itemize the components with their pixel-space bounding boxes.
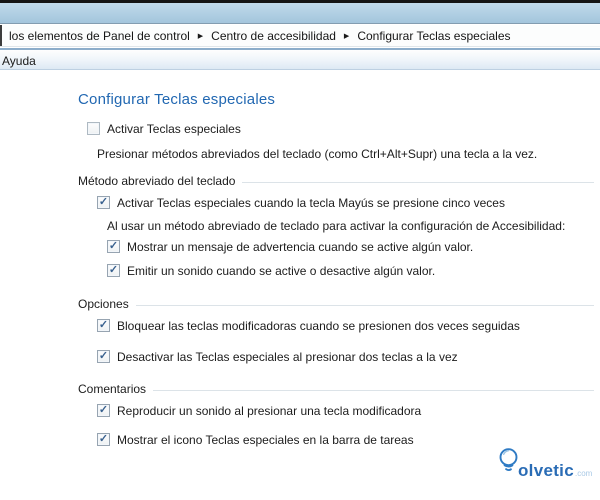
breadcrumb-arrow-icon: ▶	[197, 33, 204, 40]
solvetic-watermark	[496, 446, 592, 478]
checkbox-row-activar-teclas-especiales[interactable]	[87, 122, 241, 136]
window-titlebar	[0, 3, 600, 24]
menu-item-ayuda[interactable]: Ayuda	[2, 54, 36, 68]
checkbox-label: Emitir un sonido cuando se active o desactive algún valor.	[127, 264, 436, 278]
checkbox-mostrar-icono[interactable]: ✓	[98, 433, 109, 445]
section-title: Comentarios	[78, 382, 147, 396]
breadcrumb-bar	[0, 25, 600, 47]
checkbox-label: Activar Teclas especiales cuando la tecla Mayús se presione cinco veces	[117, 196, 505, 210]
menu-bar	[0, 48, 600, 70]
section-header-metodo-abreviado	[78, 174, 594, 188]
breadcrumb-item-centro-accesibilidad[interactable]: Centro de accesibilidad	[211, 28, 336, 43]
section-title: Opciones	[78, 297, 129, 311]
checkbox-desactivar-dos-teclas[interactable]: ✓	[98, 350, 109, 362]
breadcrumb	[0, 25, 600, 46]
checkbox-row-activar-con-mayus[interactable]	[97, 196, 505, 210]
checkbox-row-bloquear-modificadoras[interactable]	[97, 319, 520, 333]
section-header-comentarios	[78, 382, 594, 396]
checkbox-row-mostrar-icono[interactable]	[97, 433, 414, 447]
page-title: Configurar Teclas especiales	[78, 91, 276, 108]
section-title: Método abreviado del teclado	[78, 174, 236, 188]
section-divider	[153, 390, 594, 391]
checkbox-row-reproducir-sonido[interactable]	[97, 404, 421, 418]
settings-page	[0, 71, 600, 500]
watermark-brand-text: olvetic	[518, 461, 574, 480]
checkbox-label: Bloquear las teclas modificadoras cuando se presionen dos veces seguidas	[117, 319, 520, 333]
section-divider	[136, 305, 594, 306]
checkbox-label: Mostrar un mensaje de advertencia cuando se active algún valor.	[127, 240, 474, 254]
section-divider	[242, 182, 594, 183]
checkbox-label: Reproducir un sonido al presionar una tecla modificadora	[117, 404, 422, 418]
checkbox-activar-teclas-especiales[interactable]	[87, 122, 100, 135]
sticky-keys-description: Presionar métodos abreviados del teclado (como Ctrl+Alt+Supr) una tecla a la vez.	[97, 147, 538, 161]
checkbox-reproducir-sonido[interactable]: ✓	[98, 404, 109, 416]
breadcrumb-arrow-icon: ▶	[343, 33, 350, 40]
watermark-suffix-text: .com	[574, 469, 593, 478]
checkbox-label: Mostrar el icono Teclas especiales en la barra de tareas	[117, 433, 414, 447]
checkbox-activar-con-mayus[interactable]: ✓	[98, 196, 109, 208]
window-left-edge	[0, 25, 2, 46]
breadcrumb-item-configurar-teclas[interactable]: Configurar Teclas especiales	[357, 28, 511, 43]
checkbox-row-desactivar-dos-teclas[interactable]	[97, 350, 458, 364]
section-header-opciones	[78, 297, 594, 311]
checkbox-label: Desactivar las Teclas especiales al presionar dos teclas a la vez	[117, 350, 458, 364]
checkbox-emitir-sonido[interactable]: ✓	[108, 264, 119, 276]
checkbox-label: Activar Teclas especiales	[107, 122, 241, 136]
checkbox-row-mostrar-mensaje[interactable]	[107, 240, 473, 254]
checkbox-row-emitir-sonido[interactable]	[107, 264, 435, 278]
checkbox-mostrar-mensaje[interactable]: ✓	[108, 240, 119, 252]
shortcut-note: Al usar un método abreviado de teclado para activar la configuración de Accesibilidad:	[107, 219, 566, 233]
checkbox-bloquear-modificadoras[interactable]: ✓	[98, 319, 109, 331]
breadcrumb-item-panel-de-control[interactable]: los elementos de Panel de control	[9, 28, 190, 43]
